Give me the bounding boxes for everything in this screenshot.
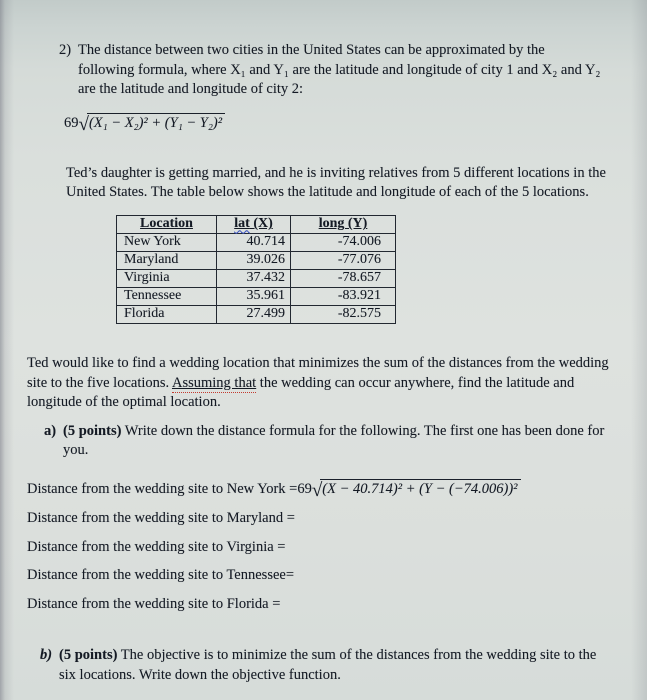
distance-line-new-york (27, 473, 647, 500)
cell-location: Tennessee (117, 287, 217, 305)
part-a (44, 422, 647, 461)
objective-paragraph: Ted would like to find a wedding location that minimizes the sum of the distances from the wedding site to the five locations. Assuming that the wedding can occur anywhere, find the latitude and longitude of the optimal location. (27, 354, 609, 411)
table-row (117, 269, 396, 287)
distance-line-florida: Distance from the wedding site to Florida = (27, 595, 281, 612)
col-header-long: long (Y) (291, 215, 396, 233)
cell-long: -77.076 (291, 251, 396, 269)
cell-location: Florida (117, 305, 217, 323)
part-a-points: (5 points) (63, 422, 122, 439)
cell-location: Maryland (117, 251, 217, 269)
cell-lat: 39.026 (217, 251, 291, 269)
col-header-lat: lat (X) (217, 215, 291, 233)
cell-long: -74.006 (291, 233, 396, 251)
table-row (117, 233, 396, 251)
part-a-label: a) (44, 422, 57, 439)
table-header-row (117, 215, 396, 233)
table-row (117, 287, 396, 305)
part-b-label: b) (40, 647, 53, 664)
cell-location: New York (117, 233, 217, 251)
problem-number: 2) (59, 42, 72, 58)
cell-long: -78.657 (291, 269, 396, 287)
formula-radicand: (X₁ − X₂)² + (Y₁ − Y₂)² (87, 113, 225, 134)
formula-coefficient: 69 (297, 481, 312, 498)
col-header-location: Location (117, 215, 217, 233)
cell-location: Virginia (117, 269, 217, 287)
part-b-text: (5 points) The objective is to minimize the sum of the distances from the wedding site to the six locations. Write down the objective function. (59, 647, 597, 683)
distance-line-virginia: Distance from the wedding site to Virginia = (27, 538, 286, 555)
table-row (117, 305, 396, 323)
radical-icon: √ (78, 113, 89, 135)
distance-line-tennessee: Distance from the wedding site to Tennessee= (27, 567, 295, 584)
formula-coefficient: 69 (64, 115, 79, 132)
problem-text: The distance between two cities in the United States can be approximated by the following formula, where X₁ and Y₁ are the latitude and longitude of city 1 and X₂ and Y₂ are the latitude and longitude of city 2: (78, 42, 601, 98)
cell-lat: 27.499 (217, 305, 291, 323)
part-a-text: (5 points) Write down the distance formula for the following. The first one has been done for you. (63, 422, 605, 459)
table-row (117, 251, 396, 269)
formula-radicand: (X − 40.714)² + (Y − (−74.006))² (320, 479, 520, 500)
cell-long: -82.575 (291, 305, 396, 323)
cell-lat: 35.961 (217, 287, 291, 305)
part-b (40, 646, 647, 685)
distance-formula (64, 108, 647, 134)
distance-label: Distance from the wedding site to New York = (27, 481, 298, 498)
radical-icon: √ (311, 479, 323, 501)
cell-lat: 40.714 (217, 233, 291, 251)
scenario-paragraph: Ted’s daughter is getting married, and he is inviting relatives from 5 different locations in the United States. The table below shows the latitude and longitude of each of the 5 locations. (66, 164, 606, 201)
cell-lat: 37.432 (217, 269, 291, 287)
locations-table (116, 215, 396, 324)
cell-long: -83.921 (291, 287, 396, 305)
problem-statement (59, 41, 647, 100)
spellcheck-flagged-word: lat (234, 216, 250, 232)
distance-line-maryland: Distance from the wedding site to Maryland = (27, 509, 295, 526)
part-b-points: (5 points) (59, 647, 118, 664)
grammar-flagged-text: Assuming that (171, 374, 257, 391)
